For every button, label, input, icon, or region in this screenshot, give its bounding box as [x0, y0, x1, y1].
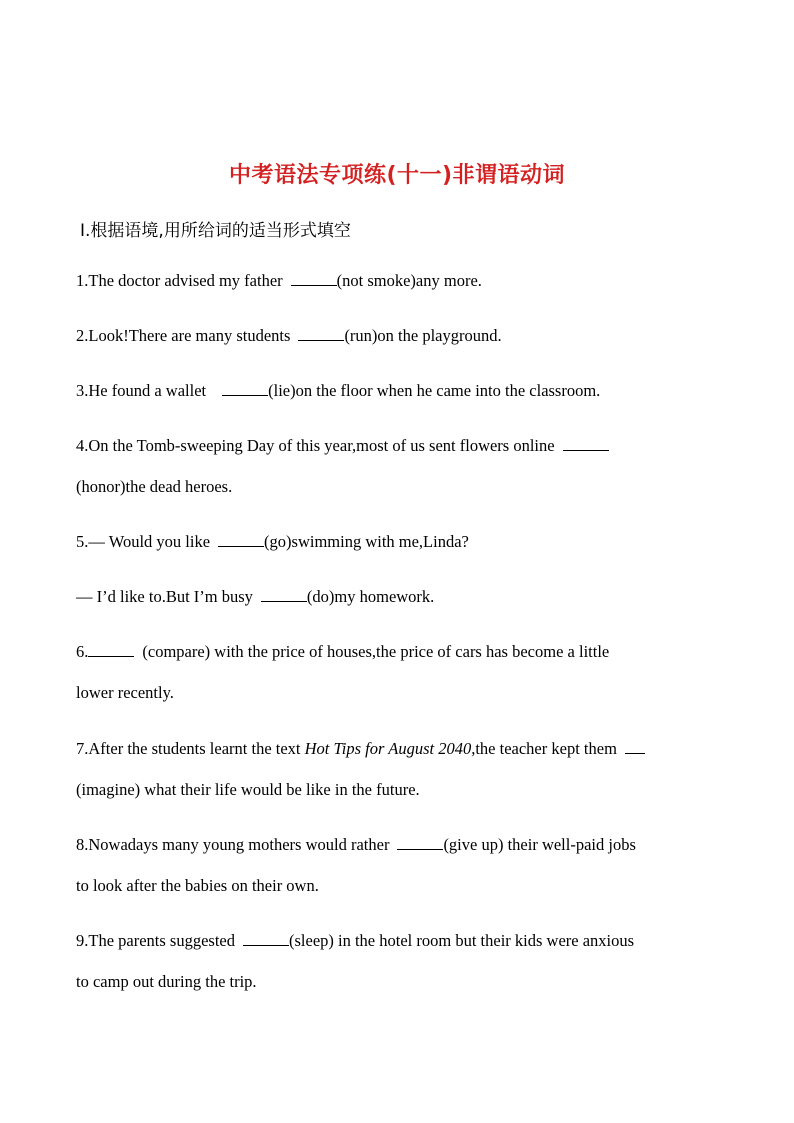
- answer-blank-8: [397, 834, 443, 850]
- question-7-book-title: Hot Tips for August 2040: [304, 739, 472, 758]
- question-9: [76, 920, 726, 1002]
- question-7: [76, 728, 726, 810]
- question-1: [76, 260, 726, 301]
- question-6-number: 6.: [76, 642, 89, 661]
- question-7-prompt-end: ,the teacher kept them: [471, 739, 617, 758]
- question-3-prompt: 3.He found a wallet: [76, 381, 207, 400]
- question-7-continuation: (imagine) what their life would be like in the future.: [76, 780, 420, 799]
- answer-blank-1: [291, 270, 337, 286]
- question-2: [76, 315, 726, 356]
- question-8-prompt: 8.Nowadays many young mothers would rather: [76, 835, 390, 854]
- question-6-prompt: (compare) with the price of houses,the price of cars has become a little: [142, 642, 610, 661]
- question-9-continuation: to camp out during the trip.: [76, 972, 257, 991]
- question-8-hint: (give up) their well-paid jobs: [443, 835, 636, 854]
- answer-blank-4: [563, 435, 609, 451]
- question-2-prompt: 2.Look!There are many students: [76, 326, 291, 345]
- question-9-prompt: 9.The parents suggested: [76, 931, 235, 950]
- question-8-continuation: to look after the babies on their own.: [76, 876, 319, 895]
- question-4-continuation: (honor)the dead heroes.: [76, 477, 233, 496]
- answer-blank-2: [298, 325, 344, 341]
- section-heading: Ⅰ.根据语境,用所给词的适当形式填空: [80, 221, 351, 241]
- answer-blank-6: [88, 641, 134, 657]
- question-5-reply: [76, 576, 726, 617]
- question-4: [76, 425, 726, 507]
- question-6: [76, 631, 726, 713]
- question-3-hint: (lie)on the floor when he came into the classroom.: [268, 381, 601, 400]
- question-5-reply-prompt: — I’d like to.But I’m busy: [76, 587, 253, 606]
- answer-blank-9: [243, 930, 289, 946]
- question-1-prompt: 1.The doctor advised my father: [76, 271, 283, 290]
- question-5-reply-hint: (do)my homework.: [306, 587, 435, 606]
- question-1-hint: (not smoke)any more.: [336, 271, 482, 290]
- question-3: [76, 370, 726, 411]
- answer-blank-5a: [218, 531, 264, 547]
- question-9-hint: (sleep) in the hotel room but their kids were anxious: [289, 931, 635, 950]
- question-7-prompt: 7.After the students learnt the text: [76, 739, 305, 758]
- question-6-continuation: lower recently.: [76, 683, 174, 702]
- question-8: [76, 824, 726, 906]
- question-5-prompt: 5.— Would you like: [76, 532, 211, 551]
- question-5: [76, 521, 726, 562]
- answer-blank-7: [625, 738, 645, 754]
- answer-blank-3: [222, 380, 268, 396]
- question-5-hint: (go)swimming with me,Linda?: [264, 532, 469, 551]
- answer-blank-5b: [261, 586, 307, 602]
- question-4-prompt: 4.On the Tomb-sweeping Day of this year,most of us sent flowers online: [76, 436, 555, 455]
- question-2-hint: (run)on the playground.: [344, 326, 502, 345]
- page-title: 中考语法专项练(十一)非谓语动词: [228, 163, 566, 188]
